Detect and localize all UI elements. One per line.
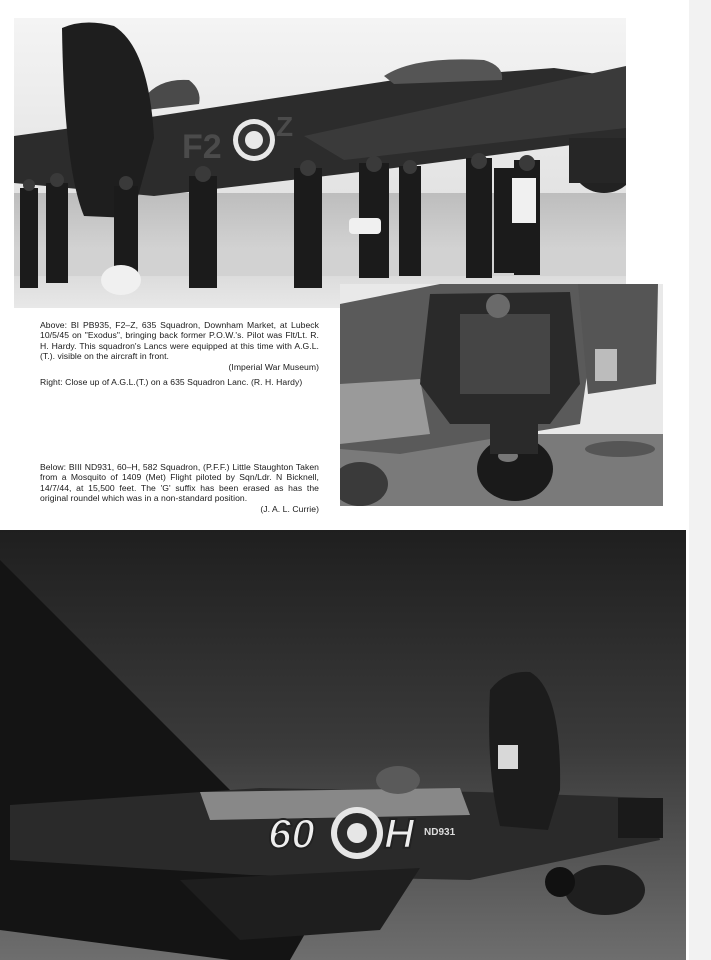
- top-code-right: Z: [276, 111, 294, 142]
- caption-top: [40, 320, 319, 372]
- photo-lancaster-in-flight: [0, 530, 686, 960]
- caption-bottom-text: Below: BIII ND931, 60–H, 582 Squadron, (P.F.F.) Little Staughton Taken from a Mosquito of 1409 (Met) Flight piloted by Sqn/Ldr. N Bicknell, 14/7/44, at 15,500 feet. The 'G' suffix has been erased as has the original roundel which was in a non-standard position.: [40, 462, 319, 504]
- photo-agl-turret: [340, 284, 663, 506]
- caption-right: [40, 377, 330, 387]
- bottom-code-right: H: [384, 810, 415, 857]
- bottom-serial: ND931: [424, 827, 456, 838]
- bottom-code-left: 60: [268, 810, 315, 857]
- page-edge: [689, 0, 711, 960]
- caption-right-text: Right: Close up of A.G.L.(T.) on a 635 Squadron Lanc. (R. H. Hardy): [40, 377, 303, 387]
- caption-bottom-credit: (J. A. L. Currie): [260, 503, 319, 514]
- caption-top-text: Above: BI PB935, F2–Z, 635 Squadron, Downham Market, at Lubeck 10/5/45 on "Exodus", bringing back former P.O.W.'s. Pilot was Flt/Lt. R. H. Hardy. This squadron's Lancs were equipped at this time with A.G.L.(T.). visible on the aircraft in front.: [40, 320, 319, 362]
- caption-top-credit: (Imperial War Museum): [228, 361, 319, 372]
- caption-bottom: [40, 462, 319, 514]
- top-code-left: F2: [182, 128, 222, 166]
- photo-lancaster-pows: [14, 18, 626, 308]
